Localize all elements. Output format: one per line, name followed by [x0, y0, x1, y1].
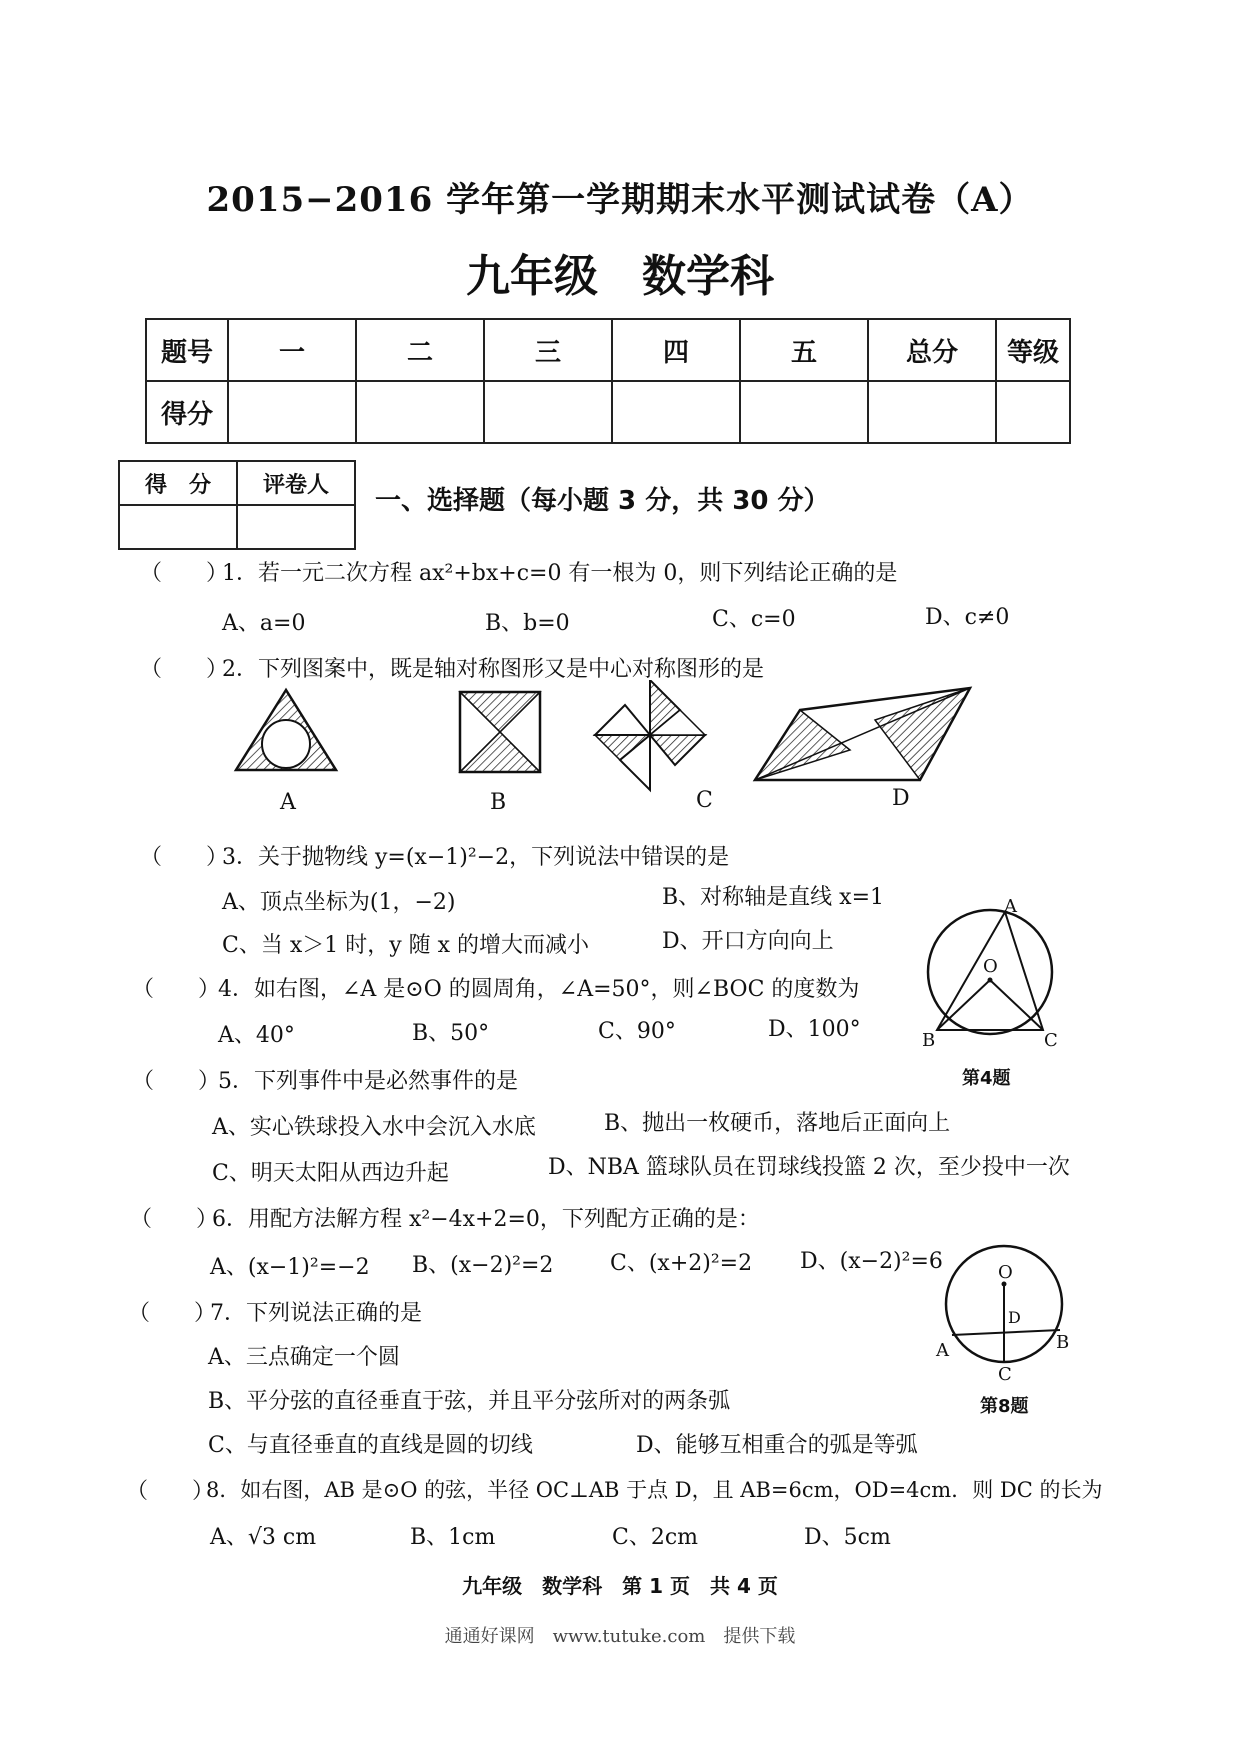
fig4-point-c: C: [1044, 1030, 1058, 1051]
score-row-label: 得分: [146, 381, 228, 443]
q7-option-a: A、三点确定一个圆: [208, 1345, 400, 1370]
score-cell-2: 二: [356, 319, 484, 381]
figure-d-parallelogram: [755, 688, 970, 780]
grader-table: [118, 460, 356, 550]
answer-blank-2[interactable]: （ ）: [140, 657, 229, 682]
q8-option-d: D、5cm: [804, 1525, 891, 1550]
q3-option-d: D、开口方向向上: [662, 929, 834, 954]
q6-option-a: A、(x−1)²=−2: [210, 1255, 370, 1280]
figure-4-circle: [915, 900, 1065, 1060]
fig8-point-d: D: [1008, 1308, 1021, 1327]
q7-option-b: B、平分弦的直径垂直于弦，并且平分弦所对的两条弧: [208, 1389, 731, 1414]
exam-subtitle: 九年级 数学科: [466, 251, 774, 302]
q6-option-b: B、(x−2)²=2: [412, 1253, 554, 1278]
q1-option-a: A、a=0: [222, 611, 306, 636]
score-cell-label: 题号: [146, 319, 228, 381]
fig8-point-a: A: [936, 1340, 949, 1361]
q2-figures: [200, 680, 980, 830]
q5-option-b: B、抛出一枚硬币，落地后正面向上: [604, 1111, 951, 1136]
q2-label-c: C: [696, 788, 713, 813]
fig8-point-b: B: [1056, 1332, 1070, 1353]
q8-option-a: A、√3 cm: [210, 1525, 317, 1550]
q2-label-d: D: [892, 786, 910, 811]
score-cell-grade: 等级: [996, 319, 1070, 381]
q5-option-c: C、明天太阳从西边升起: [212, 1161, 449, 1186]
score-table: [145, 318, 1071, 444]
q4-option-b: B、50°: [412, 1021, 490, 1046]
q1-option-b: B、b=0: [485, 611, 570, 636]
score-cell-5: 五: [740, 319, 868, 381]
q3-option-b: B、对称轴是直线 x=1: [662, 885, 884, 910]
watermark: 通通好课网 www.tutuke.com 提供下载: [444, 1626, 796, 1647]
section-heading: 一、选择题（每小题 3 分，共 30 分）: [375, 486, 830, 516]
answer-blank-5[interactable]: （ ）: [132, 1069, 221, 1094]
answer-blank-7[interactable]: （ ）: [128, 1301, 217, 1326]
figure-c-pinwheel: [595, 680, 705, 790]
score-input-grade[interactable]: [996, 381, 1070, 443]
fig4-point-a: A: [1004, 896, 1017, 917]
page-footer: 九年级 数学科 第 1 页 共 4 页: [462, 1574, 778, 1598]
score-cell-3: 三: [484, 319, 612, 381]
answer-blank-8[interactable]: （ ）: [126, 1479, 215, 1504]
q6-option-d: D、(x−2)²=6: [800, 1249, 943, 1274]
fig4-point-o: O: [983, 956, 998, 977]
grader-score-label: 得 分: [119, 461, 237, 505]
q5-option-a: A、实心铁球投入水中会沉入水底: [212, 1115, 536, 1140]
fig4-point-b: B: [922, 1030, 936, 1051]
question-4: 4．如右图，∠A 是⊙O 的圆周角，∠A=50°，则∠BOC 的度数为: [218, 977, 860, 1002]
q3-option-a: A、顶点坐标为(1，−2): [222, 890, 456, 915]
question-5: 5．下列事件中是必然事件的是: [218, 1069, 518, 1094]
score-input-total[interactable]: [868, 381, 996, 443]
score-table-header-row: [146, 319, 1070, 381]
fig8-caption: 第8题: [980, 1396, 1029, 1417]
q7-option-c: C、与直径垂直的直线是圆的切线: [208, 1433, 533, 1458]
figure-b-square: [460, 692, 540, 772]
grader-name-input[interactable]: [237, 505, 355, 549]
q2-label-b: B: [490, 790, 507, 815]
answer-blank-1[interactable]: （ ）: [140, 561, 229, 586]
grader-score-input[interactable]: [119, 505, 237, 549]
q5-option-d: D、NBA 篮球队员在罚球线投篮 2 次，至少投中一次: [548, 1155, 1070, 1180]
q8-option-b: B、1cm: [410, 1525, 496, 1550]
q6-option-c: C、(x+2)²=2: [610, 1251, 753, 1276]
q4-option-d: D、100°: [768, 1017, 861, 1042]
q1-option-c: C、c=0: [712, 607, 796, 632]
fig4-caption: 第4题: [962, 1068, 1011, 1089]
question-2: 2．下列图案中，既是轴对称图形又是中心对称图形的是: [222, 657, 764, 682]
fig8-point-c: C: [998, 1364, 1012, 1385]
question-3: 3．关于抛物线 y=(x−1)²−2，下列说法中错误的是: [222, 845, 730, 870]
score-table-score-row: [146, 381, 1070, 443]
question-8: 8．如右图，AB 是⊙O 的弦，半径 OC⊥AB 于点 D，且 AB=6cm，OD=4cm．则 DC 的长为: [206, 1478, 1103, 1502]
score-cell-4: 四: [612, 319, 740, 381]
q2-label-a: A: [280, 790, 296, 815]
score-cell-total: 总分: [868, 319, 996, 381]
score-input-4[interactable]: [612, 381, 740, 443]
question-6: 6．用配方法解方程 x²−4x+2=0，下列配方正确的是：: [212, 1207, 760, 1232]
q7-option-d: D、能够互相重合的弧是等弧: [636, 1433, 918, 1458]
figure-a-triangle-circle: [236, 690, 336, 770]
score-input-1[interactable]: [228, 381, 356, 443]
answer-blank-4[interactable]: （ ）: [132, 977, 221, 1002]
score-input-2[interactable]: [356, 381, 484, 443]
q4-option-a: A、40°: [218, 1023, 295, 1048]
fig8-point-o: O: [998, 1262, 1013, 1283]
q8-option-c: C、2cm: [612, 1525, 699, 1550]
q3-option-c: C、当 x＞1 时，y 随 x 的增大而减小: [222, 933, 590, 958]
question-7: 7．下列说法正确的是: [210, 1301, 422, 1326]
answer-blank-6[interactable]: （ ）: [130, 1207, 219, 1232]
grader-name-label: 评卷人: [237, 461, 355, 505]
exam-title: 2015−2016 学年第一学期期末水平测试试卷（A）: [206, 180, 1034, 220]
score-input-5[interactable]: [740, 381, 868, 443]
score-cell-1: 一: [228, 319, 356, 381]
q1-option-d: D、c≠0: [925, 605, 1010, 630]
question-1: 1．若一元二次方程 ax²+bx+c=0 有一根为 0，则下列结论正确的是: [222, 561, 898, 586]
answer-blank-3[interactable]: （ ）: [140, 845, 229, 870]
q4-option-c: C、90°: [598, 1019, 676, 1044]
score-input-3[interactable]: [484, 381, 612, 443]
